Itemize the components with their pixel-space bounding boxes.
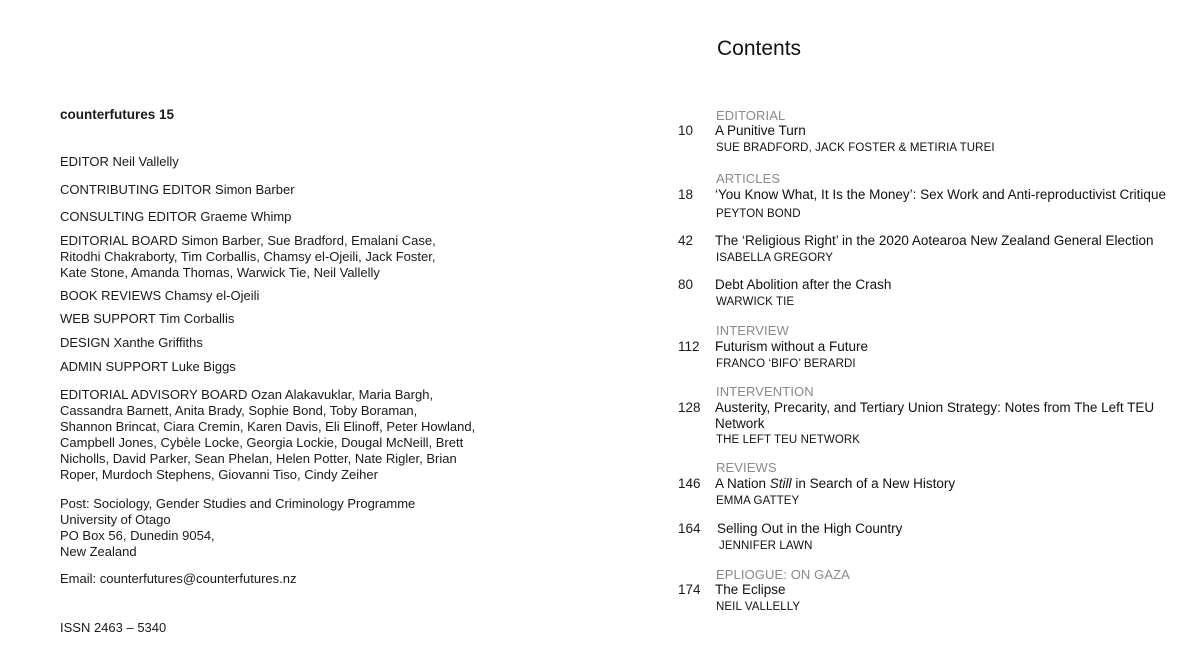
toc-page-number: 164 [678,521,701,536]
section-label-interview: INTERVIEW [716,323,789,338]
advisory-board-line: EDITORIAL ADVISORY BOARD Ozan Alakavuklar, Maria Bargh, [60,387,434,402]
section-label-editorial: EDITORIAL [716,108,786,123]
contents-heading: Contents [717,37,802,60]
toc-page-number: 10 [678,123,694,138]
toc-entry-title[interactable]: Futurism without a Future [715,339,869,354]
section-label-articles: ARTICLES [716,171,781,186]
editorial-board-line: Kate Stone, Amanda Thomas, Warwick Tie, Neil Vallelly [60,265,380,280]
toc-entry-author: WARWICK TIE [716,296,795,308]
admin-support-credit: ADMIN SUPPORT Luke Biggs [60,359,236,374]
toc-entry-author: ISABELLA GREGORY [716,252,834,264]
advisory-board-line: Cassandra Barnett, Anita Brady, Sophie Bond, Toby Boraman, [60,403,418,418]
editorial-board [60,233,436,281]
issn-line: ISSN 2463 – 5340 [60,620,167,635]
toc-entry-title[interactable]: The Eclipse [715,582,786,597]
section-label-reviews: REVIEWS [716,460,777,475]
section-label-intervention: INTERVENTION [716,384,814,399]
editorial-board-line: EDITORIAL BOARD Simon Barber, Sue Bradford, Emalani Case, [60,233,436,248]
contents-page [600,0,1200,647]
toc-entry-title[interactable]: Austerity, Precarity, and Tertiary Union Strategy: Notes from The Left TEU Network [715,400,1155,431]
toc-entry-author: PEYTON BOND [716,208,801,220]
toc-page-number: 80 [678,277,694,292]
toc-entry-title[interactable] [715,476,1155,492]
toc-entry-author: JENNIFER LAWN [719,540,813,552]
title-part: in Search of a New History [791,476,956,491]
web-support-credit: WEB SUPPORT Tim Corballis [60,311,235,326]
journal-title: counterfutures 15 [60,107,175,122]
toc-entry-title[interactable]: A Punitive Turn [715,123,806,138]
toc-entry-title[interactable]: The ‘Religious Right’ in the 2020 Aotearoa New Zealand General Election [715,233,1154,248]
title-emphasis: Still [769,476,792,491]
advisory-board-line: Shannon Brincat, Ciara Cremin, Karen Davis, Eli Elinoff, Peter Howland, [60,419,476,434]
section-label-epilogue: EPLIOGUE: ON GAZA [716,567,850,582]
consulting-editor-credit: CONSULTING EDITOR Graeme Whimp [60,209,292,224]
toc-entry-author: FRANCO ‘BIFO’ BERARDI [716,358,856,370]
design-credit: DESIGN Xanthe Griffiths [60,335,203,350]
book-reviews-credit: BOOK REVIEWS Chamsy el-Ojeili [60,288,260,303]
toc-entry-title[interactable]: Selling Out in the High Country [717,521,903,536]
toc-page-number: 112 [678,339,700,354]
editorial-board-line: Ritodhi Chakraborty, Tim Corballis, Chamsy el-Ojeili, Jack Foster, [60,249,436,264]
advisory-board-line: Roper, Murdoch Stephens, Giovanni Tiso, Cindy Zeiher [60,467,378,482]
toc-entry-author: SUE BRADFORD, JACK FOSTER & METIRIA TUREI [716,142,995,154]
toc-page-number: 174 [678,582,701,597]
toc-entry-author: NEIL VALLELLY [716,601,801,613]
toc-page-number: 18 [678,187,694,202]
toc-entry-title[interactable]: Debt Abolition after the Crash [715,277,892,292]
advisory-board-line: Campbell Jones, Cybèle Locke, Georgia Lockie, Dougal McNeill, Brett [60,435,464,450]
toc-entry-author: THE LEFT TEU NETWORK [716,434,861,446]
toc-entry-title[interactable]: ‘You Know What, It Is the Money’: Sex Work and Anti-reproductivist Critique [715,187,1166,202]
advisory-board [60,387,475,483]
email-line: Email: counterfutures@counterfutures.nz [60,571,297,586]
advisory-board-line: Nicholls, David Parker, Sean Phelan, Helen Potter, Nate Rigler, Brian [60,451,457,466]
title-part: A Nation [715,476,770,491]
contributing-editor-credit: CONTRIBUTING EDITOR Simon Barber [60,182,295,197]
address-line: PO Box 56, Dunedin 9054, [60,528,215,543]
toc-entry-author: EMMA GATTEY [716,495,800,507]
toc-page-number: 42 [678,233,694,248]
toc-page-number: 128 [678,400,701,415]
toc-page-number: 146 [678,476,701,491]
editor-credit: EDITOR Neil Vallelly [60,154,179,169]
address-line: University of Otago [60,512,171,527]
postal-address [60,496,415,560]
address-line: New Zealand [60,544,137,559]
address-line: Post: Sociology, Gender Studies and Criminology Programme [60,496,416,511]
